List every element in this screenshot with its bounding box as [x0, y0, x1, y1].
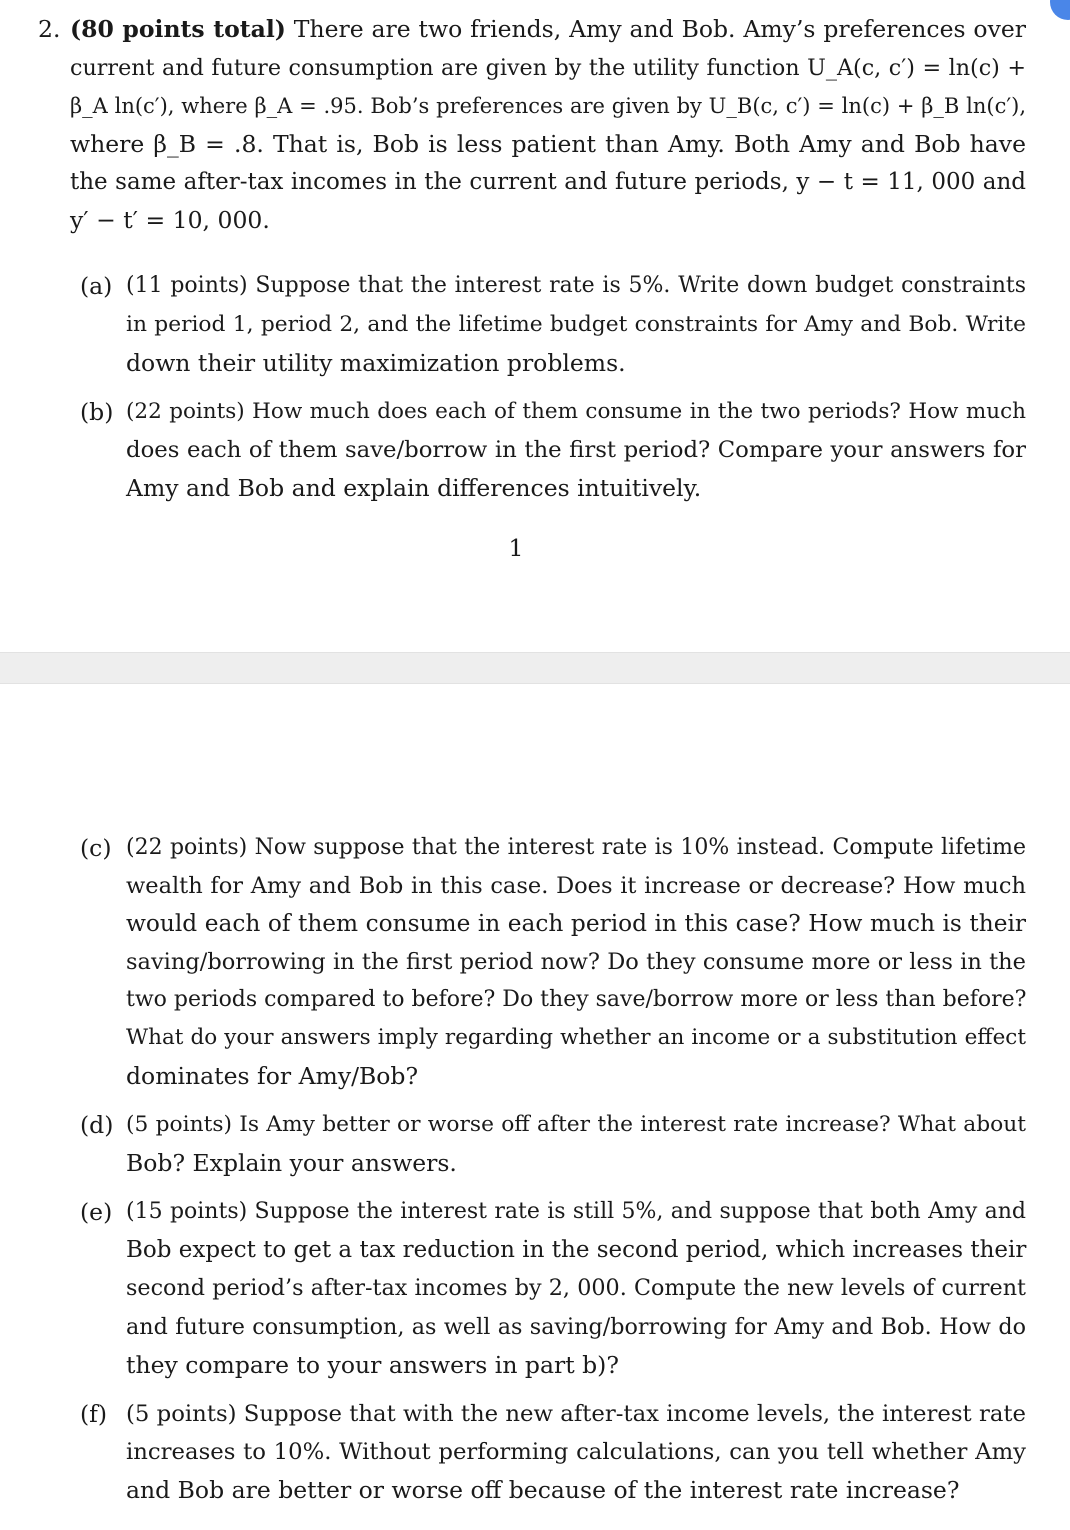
part-c-line-6: What do your answers imply regarding whether an income or a substitution effect [126, 1025, 1026, 1050]
part-d-label: (d) [80, 1111, 114, 1139]
page-number: 1 [508, 534, 524, 562]
part-c-line-3: would each of them consume in each period in this case? How much is their [126, 910, 1026, 937]
problem-line-5: the same after-tax incomes in the current and future periods, y − t = 11, 000 and [70, 169, 1026, 195]
part-c-line-4: saving/borrowing in the first period now? Do they consume more or less in the [126, 949, 1026, 975]
part-c-line-5: two periods compared to before? Do they save/borrow more or less than before? [126, 987, 1027, 1012]
part-a-label: (a) [80, 272, 113, 300]
problem-heading: (80 points total) [70, 15, 286, 43]
part-e-line-3: second period’s after-tax incomes by 2, 000. Compute the new levels of current [126, 1275, 1026, 1301]
part-b-line-1: (22 points) How much does each of them consume in the two periods? How much [126, 399, 1026, 424]
problem-line-1 [70, 14, 1026, 44]
part-a-line-3: down their utility maximization problems. [126, 349, 626, 377]
part-a-line-2: in period 1, period 2, and the lifetime budget constraints for Amy and Bob. Write [126, 312, 1026, 337]
part-f-line-1: (5 points) Suppose that with the new after-tax income levels, the interest rate [126, 1401, 1026, 1427]
part-e-line-2: Bob expect to get a tax reduction in the second period, which increases their [126, 1237, 1027, 1263]
part-f-line-3: and Bob are better or worse off because of the interest rate increase? [126, 1476, 960, 1504]
document-page-1 [0, 0, 1070, 652]
document-page-2 [0, 684, 1070, 1530]
part-e-line-5: they compare to your answers in part b)? [126, 1351, 619, 1379]
part-d-line-2: Bob? Explain your answers. [126, 1149, 457, 1177]
part-c-line-7: dominates for Amy/Bob? [126, 1062, 419, 1090]
scroll-indicator-dot[interactable] [1050, 0, 1070, 20]
part-e-line-4: and future consumption, as well as saving/borrowing for Amy and Bob. How do [126, 1314, 1026, 1340]
problem-line-4: where β_B = .8. That is, Bob is less patient than Amy. Both Amy and Bob have [70, 130, 1026, 158]
problem-line-3: β_A ln(c′), where β_A = .95. Bob’s preferences are given by U_B(c, c′) = ln(c) + β_B ln(c′), [70, 94, 1026, 118]
problem-line-1-text: There are two friends, Amy and Bob. Amy’s preferences over [293, 15, 1026, 43]
part-c-label: (c) [80, 834, 112, 862]
part-a-line-1: (11 points) Suppose that the interest rate is 5%. Write down budget constraints [126, 273, 1026, 298]
part-c-line-1: (22 points) Now suppose that the interest rate is 10% instead. Compute lifetime [126, 835, 1026, 860]
part-b-line-2: does each of them save/borrow in the first period? Compare your answers for [126, 437, 1026, 463]
problem-number [38, 14, 60, 44]
part-e-label: (e) [80, 1198, 113, 1226]
part-b-label: (b) [80, 398, 114, 426]
problem-line-6: y′ − t′ = 10, 000. [70, 206, 270, 234]
part-d-line-1: (5 points) Is Amy better or worse off after the interest rate increase? What about [126, 1112, 1026, 1137]
problem-number-label: 2. [38, 15, 61, 43]
part-c-line-2: wealth for Amy and Bob in this case. Does it increase or decrease? How much [126, 873, 1026, 899]
part-e-line-1: (15 points) Suppose the interest rate is still 5%, and suppose that both Amy and [126, 1199, 1026, 1224]
problem-line-2: current and future consumption are given by the utility function U_A(c, c′) = ln(c) + [70, 55, 1026, 81]
part-f-label: (f) [80, 1400, 108, 1428]
part-f-line-2: increases to 10%. Without performing calculations, can you tell whether Amy [126, 1439, 1026, 1465]
page-separator [0, 652, 1070, 684]
part-b-line-3: Amy and Bob and explain differences intuitively. [126, 474, 702, 502]
